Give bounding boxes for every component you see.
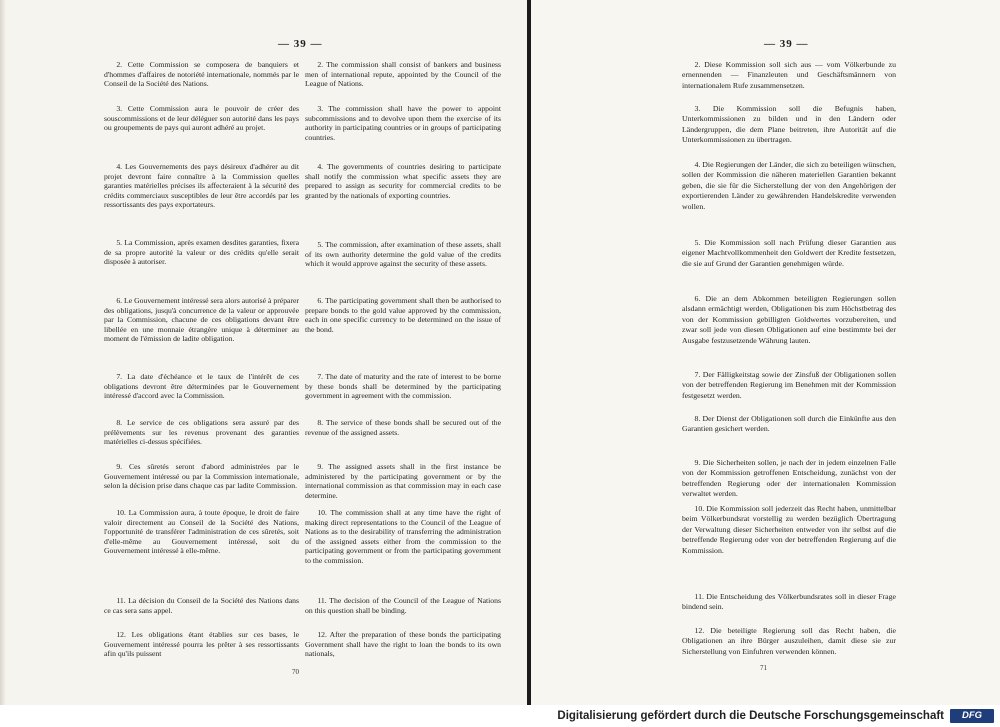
english-para-5: 5. The commission, after examination of these assets, shall of its own authority determine the gold value of the credits which it would approve against the security of these assets. bbox=[305, 240, 501, 269]
french-para-3: 3. Cette Commission aura le pouvoir de créer des souscommissions et de leur déléguer son autorité dans les pays ou groupements de pays qui auront adhéré au projet. bbox=[104, 104, 299, 133]
german-para-12: 12. Die beteiligte Regierung soll das Recht haben, die Obligationen an ihre Bürger auszuleihen, damit diese sie zur Sicherstellung von Einfuhren verwenden können. bbox=[682, 626, 896, 656]
french-para-12: 12. Les obligations étant établies sur ces bases, le Gouvernement intéressé pourra les prêter à ses ressortissants afin qu'ils puissent bbox=[104, 630, 299, 659]
french-para-11: 11. La décision du Conseil de la Société des Nations dans ce cas sera sans appel. bbox=[104, 596, 299, 615]
french-para-4: 4. Les Gouvernements des pays désireux d'adhérer au dit projet devront faire connaître à la Commission quelles garanties matérielles précises ils affecteraient à la sécurité des crédits commerciaux susceptibles de leur être accordés par les ressortissants des pays exportateurs. bbox=[104, 162, 299, 210]
german-para-9: 9. Die Sicherheiten sollen, je nach der in jedem einzelnen Falle von der Kommission getroffenen Entscheidung, zunächst von der betreffenden Regierung oder der internationalen Kommission verwaltet werden. bbox=[682, 458, 896, 499]
english-para-2: 2. The commission shall consist of bankers and business men of international repute, appointed by the Council of the League of Nations. bbox=[305, 60, 501, 89]
right-footer-number: 71 bbox=[760, 664, 767, 672]
german-para-11: 11. Die Entscheidung des Völkerbundsrates soll in dieser Frage bindend sein. bbox=[682, 592, 896, 612]
german-para-4: 4. Die Regierungen der Länder, die sich zu beteiligen wünschen, sollen der Kommission die näheren materiellen Garantien bekannt geben, die sie für die Sicherstellung der von den Angehörigen der exportierenden Länder zu gewährenden Handelskredite verwenden wollen. bbox=[682, 160, 896, 211]
right-page-number: — 39 — bbox=[764, 38, 809, 50]
french-para-10: 10. La Commission aura, à toute époque, le droit de faire valoir directement au Conseil de la Société des Nations, l'opportunité de transférer l'administration de ces sûretés, soit d'elle-même au Gouvernement intéressé, soit du Gouvernement intéressé à elle-même. bbox=[104, 508, 299, 556]
english-para-12: 12. After the preparation of these bonds the participating Government shall have the right to loan the bonds to its own nationals, bbox=[305, 630, 501, 659]
english-para-10: 10. The commission shall at any time have the right of making direct representations to the Council of the League of Nations as to the desirability of transferring the administration of the assigned assets either from the commission to the participating government or from the participating government to the commission. bbox=[305, 508, 501, 565]
french-para-5: 5. La Commission, après examen desdites garanties, fixera de sa propre autorité la valeur or des crédits qu'elle serait disposée à autoriser. bbox=[104, 238, 299, 267]
english-para-3: 3. The commission shall have the power to appoint subcommissions and to devolve upon them the exercise of its authority in participating countries or in groups of participating countries. bbox=[305, 104, 501, 142]
page-edge-shadow bbox=[0, 0, 6, 705]
german-para-5: 5. Die Kommission soll nach Prüfung dieser Garantien aus eigener Machtvollkommenheit den Goldwert der Kredite festsetzen, die sie auf Grund der Garantien genehmigen würde. bbox=[682, 238, 896, 268]
french-para-2: 2. Cette Commission se composera de banquiers et d'hommes d'affaires de notoriété internationale, nommés par le Conseil de la Société des Nations. bbox=[104, 60, 299, 89]
french-para-6: 6. Le Gouvernement intéressé sera alors autorisé à préparer des obligations, jusqu'à concurrence de la valeur or approuvée par la Commission, chacune de ces obligations devant être libellée en une monnaie étrangère unique à déterminer au moment de l'émission de ladite obligation. bbox=[104, 296, 299, 344]
german-para-3: 3. Die Kommission soll die Befugnis haben, Unterkommissionen zu bilden und in den Ländern oder Ländergruppen, die dem Plane beitreten, ihre Autorität auf die Unterkommissionen zu übertragen. bbox=[682, 104, 896, 145]
footer-credit-text: Digitalisierung gefördert durch die Deutsche Forschungsgemeinschaft bbox=[557, 710, 944, 722]
english-para-8: 8. The service of these bonds shall be secured out of the revenue of the assigned assets. bbox=[305, 418, 501, 437]
dfg-logo: DFG bbox=[950, 709, 994, 723]
german-para-10: 10. Die Kommission soll jederzeit das Recht haben, unmittelbar beim Völkerbundsrat vorstellig zu werden bezüglich Übertragung der Verwaltung dieser Sicherheiten entweder von ihr selbst auf die betreffende Regierung oder von der betreffenden Regierung auf die Kommission. bbox=[682, 504, 896, 555]
english-para-4: 4. The governments of countries desiring to participate shall notify the commission what specific assets they are prepared to assign as security for commercial credits to be granted by the nationals of exporting countries. bbox=[305, 162, 501, 200]
french-para-7: 7. La date d'échéance et le taux de l'intérêt de ces obligations devront être déterminées par le Gouvernement intéressé d'accord avec la Commission. bbox=[104, 372, 299, 401]
english-para-7: 7. The date of maturity and the rate of interest to be borne by these bonds shall be determined by the participating government in agreement with the commission. bbox=[305, 372, 501, 401]
french-para-8: 8. Le service de ces obligations sera assuré par des prélèvements sur les revenus provenant des garanties matérielles ci-dessus spécifiées. bbox=[104, 418, 299, 447]
german-para-6: 6. Die an dem Abkommen beteiligten Regierungen sollen alsdann ermächtigt werden, Obligationen bis zum Höchstbetrag des von der Kommission gebilligten Goldwertes vorzubereiten, und zwar soll jede von diesen Obligationen auf eine bestimmte bei der Ausgabe festzusetzende Währung lauten. bbox=[682, 294, 896, 345]
digitization-footer bbox=[0, 705, 1000, 727]
german-para-2: 2. Diese Kommission soll sich aus — vom Völkerbunde zu ernennenden — Finanzleuten und Geschäftsmännern von internationalem Rufe zusammensetzen. bbox=[682, 60, 896, 90]
french-para-9: 9. Ces sûretés seront d'abord administrées par le Gouvernement intéressé ou par la Commission internationale, selon la décision prise dans chaque cas par ladite Commission. bbox=[104, 462, 299, 491]
left-footer-number: 70 bbox=[292, 668, 299, 676]
english-para-11: 11. The decision of the Council of the League of Nations on this question shall be binding. bbox=[305, 596, 501, 615]
german-para-7: 7. Der Fälligkeitstag sowie der Zinsfuß der Obligationen sollen von der betreffenden Regierung im Benehmen mit der Kommission festgesetzt werden. bbox=[682, 370, 896, 400]
german-para-8: 8. Der Dienst der Obligationen soll durch die Einkünfte aus den Garantien gesichert werden. bbox=[682, 414, 896, 434]
right-page bbox=[531, 0, 1000, 705]
left-page-number: — 39 — bbox=[278, 38, 323, 50]
english-para-9: 9. The assigned assets shall in the first instance be administered by the participating government or by the international commission as that commission may in each case determine. bbox=[305, 462, 501, 500]
english-para-6: 6. The participating government shall then be authorised to prepare bonds to the gold value approved by the commission, each in one specific currency to be determined on the issue of the bond. bbox=[305, 296, 501, 334]
